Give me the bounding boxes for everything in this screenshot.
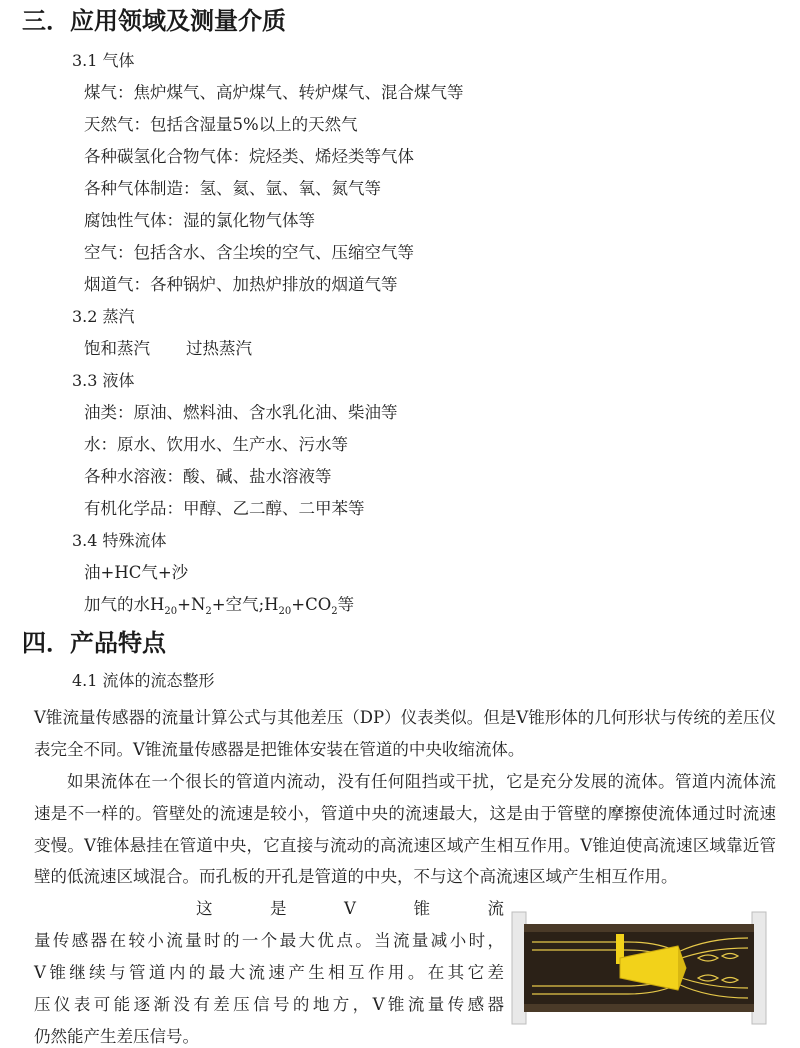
section-4-title: 四．产品特点 — [22, 629, 166, 657]
section-3-title: 三．应用领域及测量介质 — [22, 7, 286, 35]
right-flange — [752, 912, 766, 1024]
gas-heading: 3.1 气体 — [72, 51, 135, 70]
gas-item: 烟道气：各种锅炉、加热炉排放的烟道气等 — [84, 275, 398, 294]
paragraph-2: 如果流体在一个很长的管道内流动，没有任何阻挡或干扰，它是充分发展的流体。管道内流体流速是不一样的。管壁处的流速是较小，管道中央的流速最大，这是由于管壁的摩擦使流体通过时流速变慢。V锥体悬挂在管道中央，它直接与流动的高流速区域产生相互作用。V锥迫使高流速区域靠近管壁的低流速区域混合。而孔板的开孔是管道的中央，不与这个高流速区域产生相互作用。 — [34, 772, 776, 887]
liquid-heading: 3.3 液体 — [72, 371, 135, 390]
gas-item: 各种碳氢化合物气体：烷烃类、烯烃类等气体 — [84, 147, 414, 166]
flow-conditioning-heading: 4.1 流体的流态整形 — [72, 671, 215, 690]
steam-item: 饱和蒸汽 — [84, 339, 150, 358]
gas-item: 各种气体制造：氢、氦、氩、氧、氮气等 — [84, 179, 381, 198]
steam-item: 过热蒸汽 — [186, 339, 252, 358]
paragraph-1: V锥流量传感器的流量计算公式与其他差压（DP）仪表类似。但是V锥形体的几何形状与传统的差压仪表完全不同。V锥流量传感器是把锥体安装在管道的中央收缩流体。 — [34, 708, 776, 759]
special-item-formula: 加气的水$H_{20}+N_2+$空气$;H_{20}+CO_2$等 — [84, 595, 355, 617]
gas-item: 空气：包括含水、含尘埃的空气、压缩空气等 — [84, 243, 414, 262]
paragraph-3-line: 量传感器在较小流量时的一个最大优点。当流量减小时， — [34, 931, 504, 950]
liquid-item: 水：原水、饮用水、生产水、污水等 — [84, 435, 348, 454]
paragraph-3-line: 这是V锥流 — [196, 899, 504, 918]
liquid-item: 有机化学品：甲醇、乙二醇、二甲苯等 — [84, 499, 365, 518]
steam-items — [84, 338, 252, 360]
special-heading: 3.4 特殊流体 — [72, 531, 167, 550]
gas-item: 天然气：包括含湿量5%以上的天然气 — [84, 115, 358, 134]
paragraph-3-line: V锥继续与管道内的最大流速产生相互作用。在其它差 — [34, 963, 504, 982]
liquid-item: 各种水溶液：酸、碱、盐水溶液等 — [84, 467, 332, 486]
paragraph-3-line: 仍然能产生差压信号。 — [34, 1027, 199, 1046]
paragraph-3-line: 压仪表可能逐渐没有差压信号的地方，V锥流量传感器 — [34, 995, 504, 1014]
left-flange — [512, 912, 526, 1024]
v-cone-pipe-illustration — [508, 908, 770, 1028]
gas-item: 煤气：焦炉煤气、高炉煤气、转炉煤气、混合煤气等 — [84, 83, 464, 102]
steam-heading: 3.2 蒸汽 — [72, 307, 135, 326]
liquid-item: 油类：原油、燃料油、含水乳化油、柴油等 — [84, 403, 398, 422]
gas-item: 腐蚀性气体：湿的氯化物气体等 — [84, 211, 315, 230]
special-item: 油+HC气+沙 — [84, 563, 189, 582]
